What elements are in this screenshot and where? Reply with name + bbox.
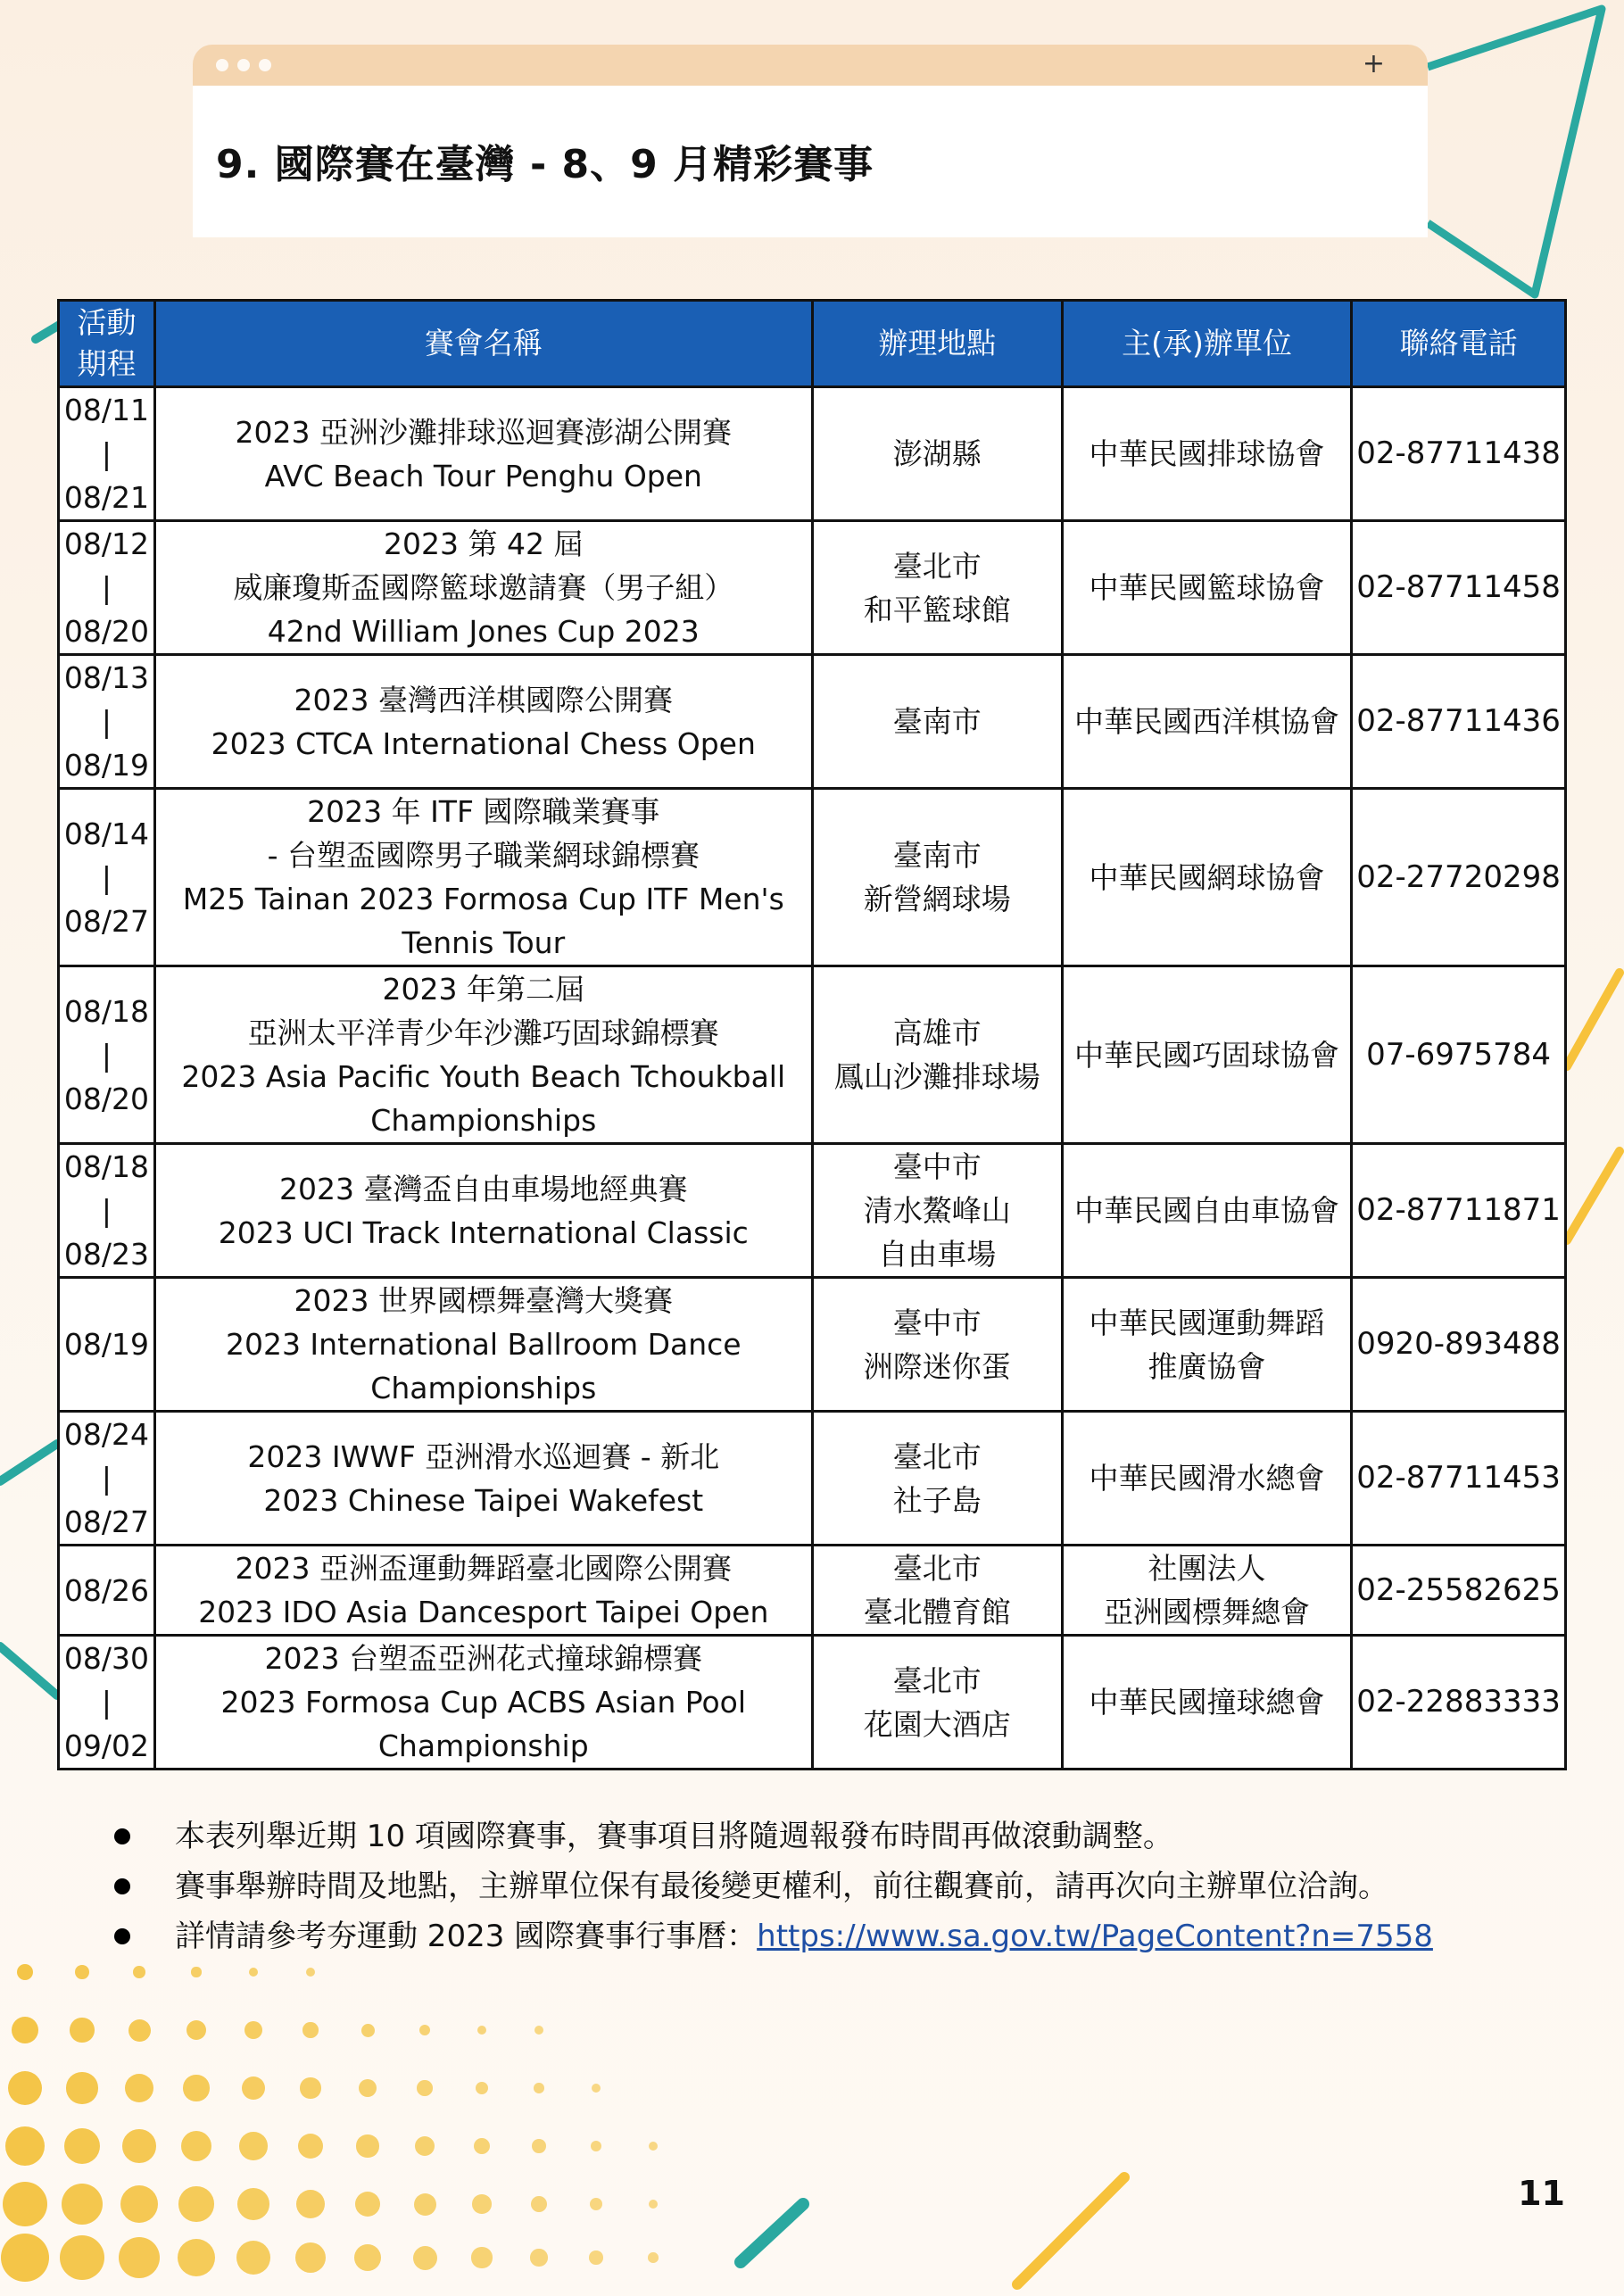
cell-phone: 02-25582625 <box>1352 1546 1566 1636</box>
halftone-dot <box>302 2022 319 2038</box>
halftone-dot <box>532 2139 546 2153</box>
bullet-icon <box>114 1928 130 1944</box>
yellow-stroke-right-2 <box>1567 1151 1620 1240</box>
halftone-dot <box>1 2234 49 2282</box>
cell-organizer: 中華民國網球協會 <box>1062 789 1351 966</box>
bullet-icon <box>114 1878 130 1894</box>
halftone-dot <box>477 2026 486 2035</box>
teal-stroke-bottom <box>741 2204 803 2262</box>
cell-phone: 02-87711871 <box>1352 1144 1566 1278</box>
halftone-dot <box>178 2186 213 2221</box>
table-row <box>59 387 1566 521</box>
cell-date: 08/13 | 08/19 <box>59 655 155 789</box>
teal-triangle-outline <box>1428 9 1602 294</box>
cell-phone: 02-87711453 <box>1352 1412 1566 1546</box>
halftone-dot <box>119 2237 160 2278</box>
cell-event-name: 2023 IWWF 亞洲滑水巡迴賽 - 新北 2023 Chinese Taipei Wakefest <box>154 1412 812 1546</box>
halftone-dot <box>5 2126 45 2166</box>
cell-phone: 02-87711458 <box>1352 521 1566 655</box>
cell-event-name: 2023 第 42 屆 威廉瓊斯盃國際籃球邀請賽（男子組） 42nd William Jones Cup 2023 <box>154 521 812 655</box>
table-row <box>59 1278 1566 1412</box>
halftone-dot <box>298 2134 323 2159</box>
col-header-phone: 聯絡電話 <box>1352 301 1566 387</box>
cell-event-name: 2023 亞洲沙灘排球巡迴賽澎湖公開賽 AVC Beach Tour Penghu Open <box>154 387 812 521</box>
halftone-dot <box>648 2252 659 2263</box>
halftone-dot <box>133 1966 145 1978</box>
cell-event-name: 2023 亞洲盃運動舞蹈臺北國際公開賽 2023 IDO Asia Dancesport Taipei Open <box>154 1546 812 1636</box>
cell-event-name: 2023 臺灣西洋棋國際公開賽 2023 CTCA International Chess Open <box>154 655 812 789</box>
cell-organizer: 社團法人 亞洲國標舞總會 <box>1062 1546 1351 1636</box>
halftone-dot <box>244 2021 262 2039</box>
cell-organizer: 中華民國巧固球協會 <box>1062 966 1351 1144</box>
table-row <box>59 1412 1566 1546</box>
cell-phone: 07-6975784 <box>1352 966 1566 1144</box>
halftone-dot <box>242 2076 265 2100</box>
col-header-venue: 辦理地點 <box>812 301 1062 387</box>
col-header-date: 活動 期程 <box>59 301 155 387</box>
cell-date: 08/18 | 08/20 <box>59 966 155 1144</box>
cell-organizer: 中華民國撞球總會 <box>1062 1636 1351 1770</box>
cell-phone: 02-22883333 <box>1352 1636 1566 1770</box>
header-card <box>193 86 1428 237</box>
yellow-stroke-right-1 <box>1567 973 1620 1066</box>
cell-date: 08/14 | 08/27 <box>59 789 155 966</box>
cell-venue: 澎湖縣 <box>812 387 1062 521</box>
col-header-organizer: 主(承)辦單位 <box>1062 301 1351 387</box>
cell-event-name: 2023 年第二屆 亞洲太平洋青少年沙灘巧固球錦標賽 2023 Asia Pacific Youth Beach Tchoukball Championships <box>154 966 812 1144</box>
plus-icon: + <box>1362 48 1385 79</box>
bullet-icon <box>114 1828 130 1844</box>
halftone-dot <box>70 2018 95 2043</box>
halftone-dot <box>534 2083 544 2093</box>
halftone-dot <box>183 2075 209 2101</box>
halftone-dot <box>361 2024 375 2037</box>
halftone-dot <box>75 1965 89 1979</box>
halftone-dot <box>191 1967 201 1977</box>
note-item: 本表列舉近期 10 項國際賽事，賽事項目將隨週報發布時間再做滾動調整。 <box>107 1811 1433 1861</box>
yellow-stroke-bottom <box>1017 2177 1124 2284</box>
cell-organizer: 中華民國滑水總會 <box>1062 1412 1351 1546</box>
table-row <box>59 966 1566 1144</box>
halftone-dot <box>649 2142 658 2151</box>
cell-phone: 02-27720298 <box>1352 789 1566 966</box>
cell-venue: 臺北市 和平籃球館 <box>812 521 1062 655</box>
halftone-dot <box>531 2196 547 2212</box>
cell-venue: 臺南市 <box>812 655 1062 789</box>
table-row <box>59 1636 1566 1770</box>
window-dots <box>216 59 271 71</box>
halftone-dot <box>306 1968 315 1977</box>
note-item: 賽事舉辦時間及地點，主辦單位保有最後變更權利，前往觀賽前，請再次向主辦單位洽詢。 <box>107 1861 1433 1911</box>
halftone-dot <box>60 2235 104 2280</box>
cell-venue: 臺中市 洲際迷你蛋 <box>812 1278 1062 1412</box>
halftone-dot <box>8 2071 42 2105</box>
table-row <box>59 521 1566 655</box>
cell-venue: 高雄市 鳳山沙灘排球場 <box>812 966 1062 1144</box>
halftone-dot <box>237 2188 269 2220</box>
cell-venue: 臺北市 社子島 <box>812 1412 1062 1546</box>
table-row <box>59 655 1566 789</box>
cell-date: 08/24 | 08/27 <box>59 1412 155 1546</box>
cell-organizer: 中華民國運動舞蹈 推廣協會 <box>1062 1278 1351 1412</box>
cell-phone: 02-87711436 <box>1352 655 1566 789</box>
cell-venue: 臺中市 清水鰲峰山 自由車場 <box>812 1144 1062 1278</box>
cell-organizer: 中華民國排球協會 <box>1062 387 1351 521</box>
cell-venue: 臺北市 臺北體育館 <box>812 1546 1062 1636</box>
table-row <box>59 1144 1566 1278</box>
halftone-dot <box>417 2080 433 2096</box>
halftone-dot <box>17 1964 33 1980</box>
halftone-dot <box>414 2193 436 2216</box>
halftone-dot <box>239 2132 267 2159</box>
halftone-dot <box>530 2249 547 2266</box>
halftone-dot <box>589 2250 602 2264</box>
cell-date: 08/18 | 08/23 <box>59 1144 155 1278</box>
halftone-dot <box>62 2184 103 2225</box>
halftone-dot <box>122 2129 156 2163</box>
cell-event-name: 2023 年 ITF 國際職業賽事 - 台塑盃國際男子職業網球錦標賽 M25 Tainan 2023 Formosa Cup ITF Men's Tennis Tour <box>154 789 812 966</box>
cell-event-name: 2023 臺灣盃自由車場地經典賽 2023 UCI Track International Classic <box>154 1144 812 1278</box>
cell-organizer: 中華民國自由車協會 <box>1062 1144 1351 1278</box>
halftone-dot <box>472 2194 491 2213</box>
cell-phone: 0920-893488 <box>1352 1278 1566 1412</box>
teal-stroke-left-3 <box>0 1646 57 1695</box>
halftone-dot <box>592 2084 601 2093</box>
header-card-bar <box>193 45 1428 86</box>
cell-event-name: 2023 世界國標舞臺灣大獎賽 2023 International Ballroom Dance Championships <box>154 1278 812 1412</box>
note-item: 詳情請參考夯運動 2023 國際賽事行事曆：https://www.sa.gov.tw/PageContent?n=7558 <box>107 1911 1433 1961</box>
halftone-dot <box>178 2239 215 2276</box>
halftone-dot <box>12 2017 38 2043</box>
table-row <box>59 1546 1566 1636</box>
cell-date: 08/30 | 09/02 <box>59 1636 155 1770</box>
cell-date: 08/12 | 08/20 <box>59 521 155 655</box>
cell-date: 08/11 | 08/21 <box>59 387 155 521</box>
cell-event-name: 2023 台塑盃亞洲花式撞球錦標賽 2023 Formosa Cup ACBS Asian Pool Championship <box>154 1636 812 1770</box>
cell-venue: 臺北市 花園大酒店 <box>812 1636 1062 1770</box>
calendar-link[interactable]: https://www.sa.gov.tw/PageContent?n=7558 <box>757 1919 1433 1954</box>
notes-list <box>107 1811 1433 1961</box>
halftone-dot <box>534 2026 543 2035</box>
halftone-dot <box>356 2134 378 2157</box>
halftone-dot <box>128 2019 151 2042</box>
halftone-dot <box>415 2136 435 2156</box>
cell-phone: 02-87711438 <box>1352 387 1566 521</box>
halftone-dot <box>413 2246 437 2270</box>
cell-date: 08/26 <box>59 1546 155 1636</box>
halftone-dot <box>300 2077 320 2098</box>
halftone-dot <box>296 2190 325 2218</box>
page-title: 9. 國際賽在臺灣 - 8、9 月精彩賽事 <box>216 142 874 187</box>
halftone-dot <box>3 2182 47 2226</box>
table-header-row <box>59 301 1566 387</box>
halftone-dot <box>66 2072 97 2103</box>
table-row <box>59 789 1566 966</box>
col-header-name: 賽會名稱 <box>154 301 812 387</box>
teal-stroke-left-2 <box>0 1444 57 1481</box>
cell-organizer: 中華民國西洋棋協會 <box>1062 655 1351 789</box>
cell-venue: 臺南市 新營網球場 <box>812 789 1062 966</box>
halftone-dot <box>249 1968 258 1977</box>
events-table <box>57 299 1567 1770</box>
cell-organizer: 中華民國籃球協會 <box>1062 521 1351 655</box>
cell-date: 08/19 <box>59 1278 155 1412</box>
halftone-dot <box>471 2247 492 2267</box>
page-number: 11 <box>1518 2174 1565 2213</box>
halftone-dot <box>125 2074 153 2102</box>
